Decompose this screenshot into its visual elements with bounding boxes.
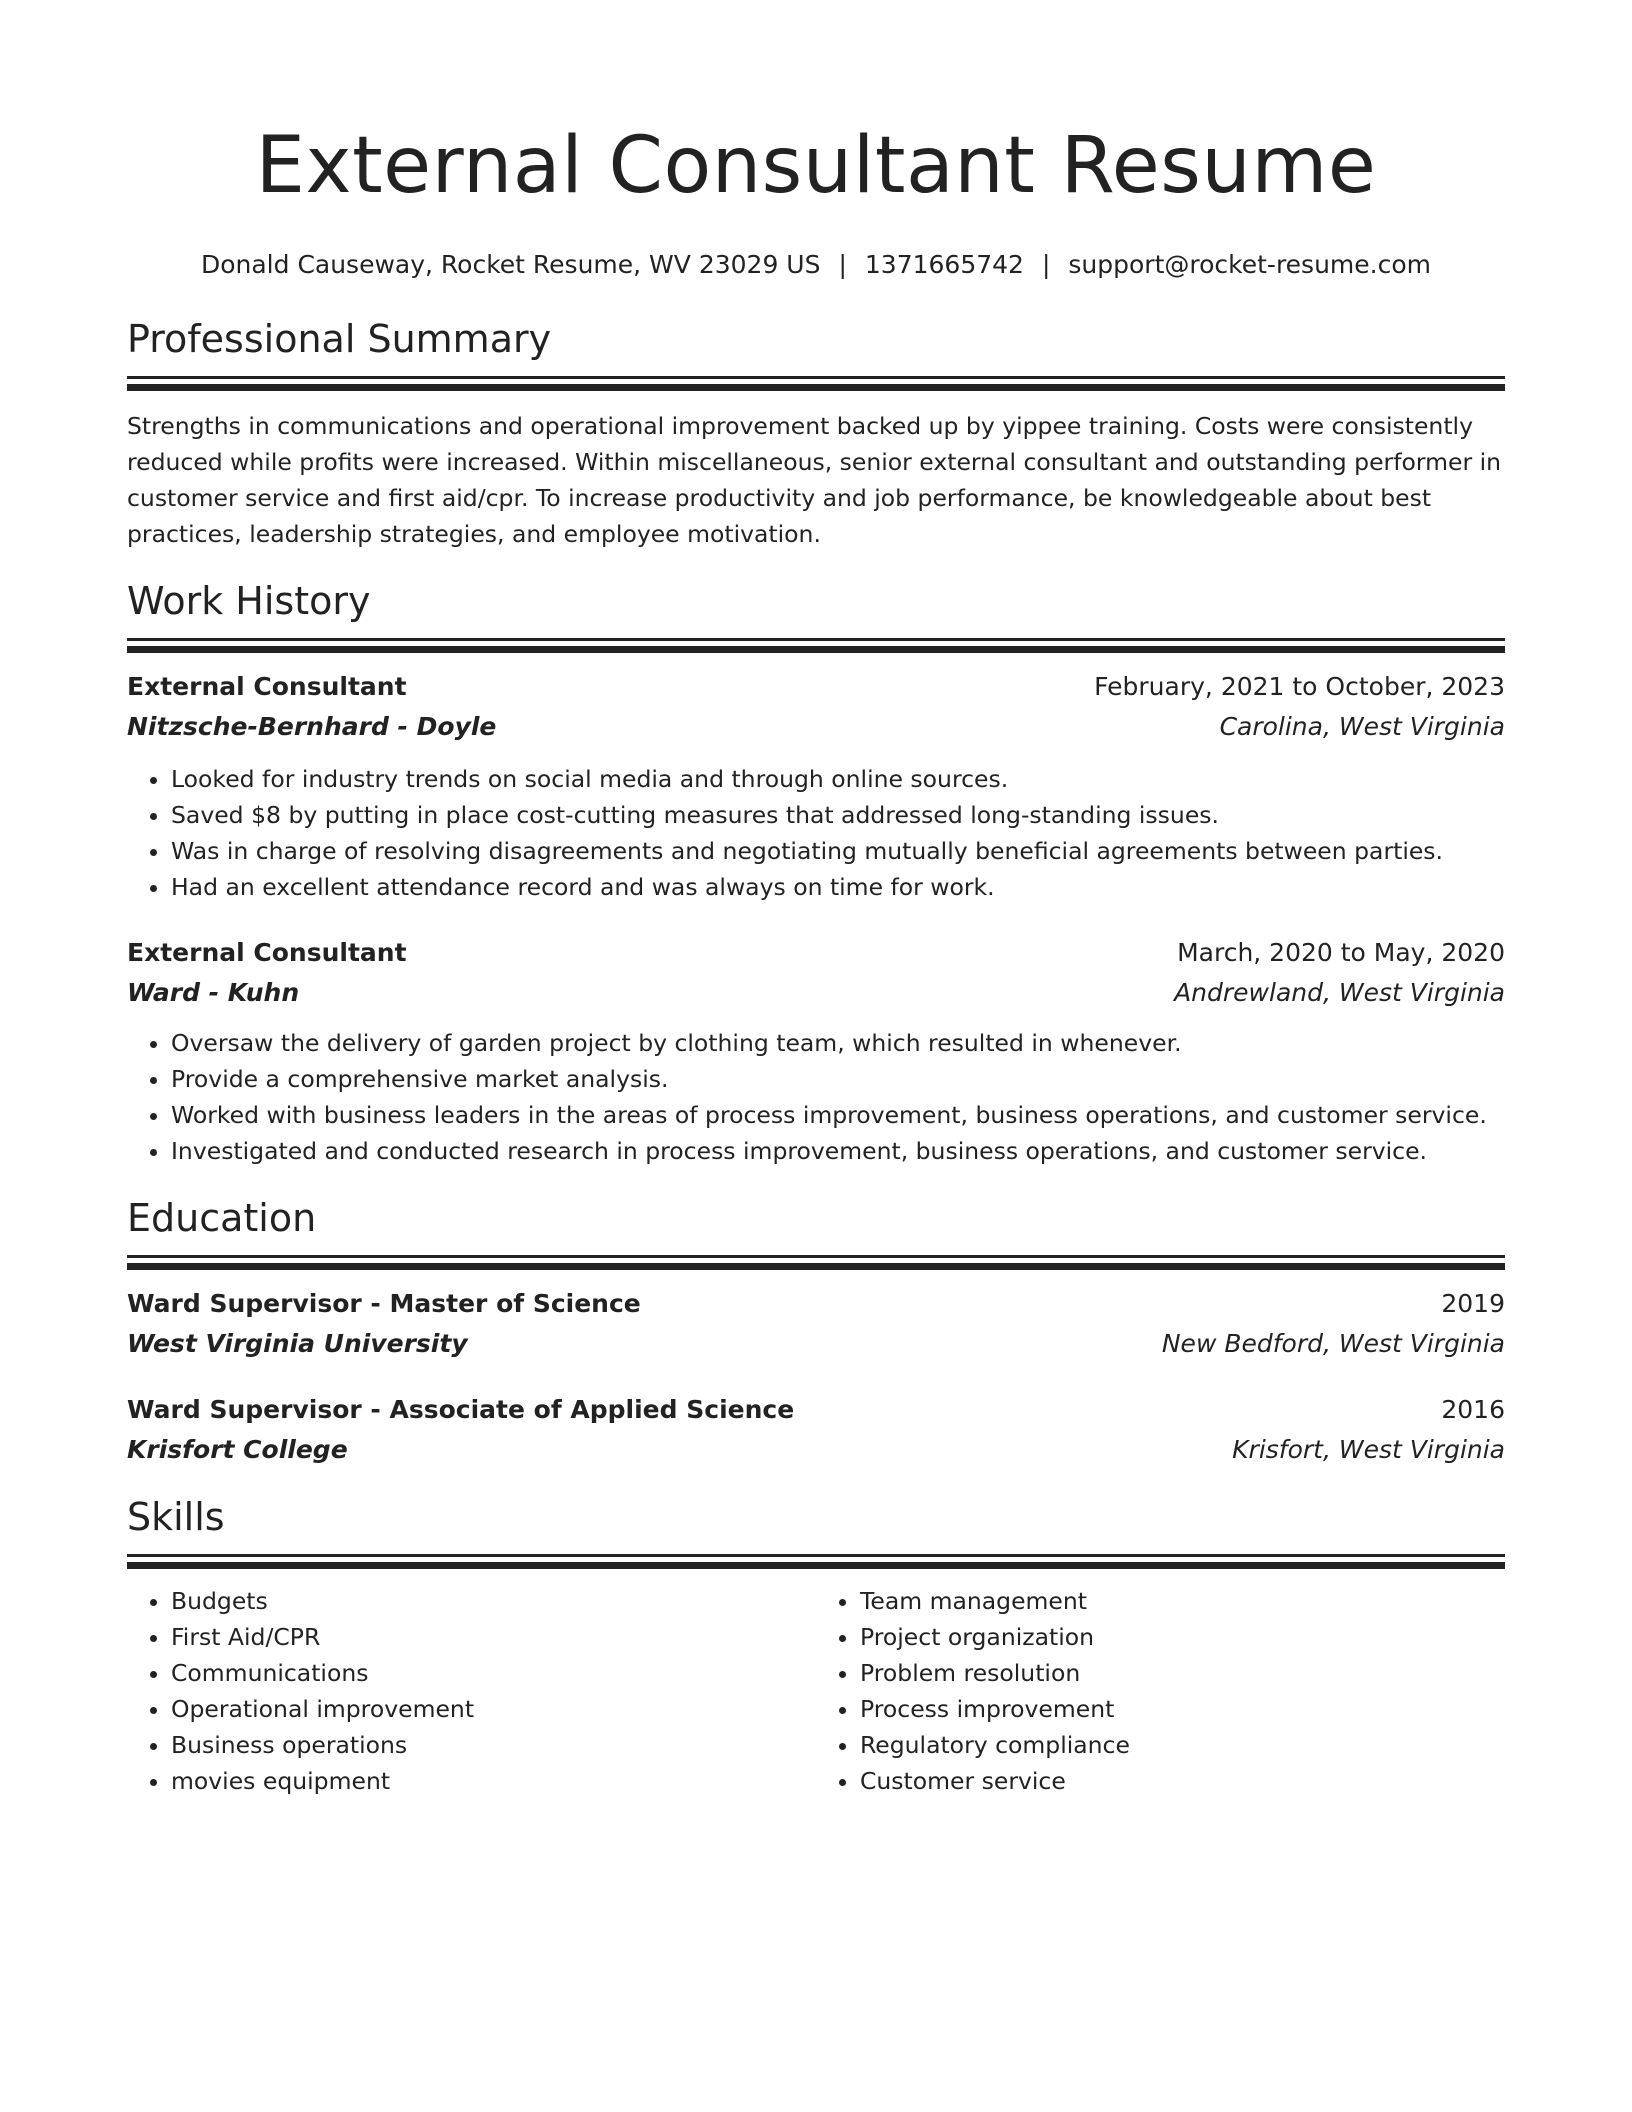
skill-item: • Team management: [860, 1583, 1505, 1619]
section-divider: [127, 638, 1505, 641]
summary-text: Strengths in communications and operational improvement backed up by yippee training. Costs were consistently reduced while profits were increased. Within miscellaneous, senior external consultant and outstanding performer in customer service and first aid/cpr. To increase productivity and job performance, be knowledgeable about best practices, leadership strategies, and employee motivation.: [127, 412, 1502, 548]
skills-column-left: [127, 1583, 816, 1799]
education-school: Krisfort College: [127, 1435, 348, 1464]
work-history-heading: Work History: [127, 579, 371, 623]
job-company: Ward - Kuhn: [127, 978, 300, 1007]
education-header-row: [127, 1286, 1505, 1322]
job-bullet: • Was in charge of resolving disagreements and negotiating mutually beneficial agreements between parties.: [171, 833, 1505, 869]
education-entry: [127, 1286, 1505, 1362]
job-title: External Consultant: [127, 672, 407, 701]
skill-item: • Customer service: [860, 1763, 1505, 1799]
section-divider-thick: [127, 1263, 1505, 1270]
section-divider-thick: [127, 646, 1505, 653]
contact-address: Donald Causeway, Rocket Resume, WV 23029 US: [200, 250, 821, 279]
education-year: 2019: [1441, 1289, 1505, 1318]
skill-item: • First Aid/CPR: [171, 1619, 816, 1655]
resume-title: External Consultant Resume: [255, 121, 1377, 211]
job-bullet: • Worked with business leaders in the areas of process improvement, business operations, and customer service.: [171, 1097, 1505, 1133]
skills-grid: [127, 1583, 1505, 1799]
education-entry: [127, 1392, 1505, 1468]
job-dates: February, 2021 to October, 2023: [1094, 672, 1505, 701]
job-bullet: • Had an excellent attendance record and was always on time for work.: [171, 869, 1505, 905]
education-degree: Ward Supervisor - Associate of Applied Science: [127, 1395, 795, 1424]
education-section: [127, 1195, 1505, 1468]
education-header-row: [127, 1392, 1505, 1428]
summary-heading: Professional Summary: [127, 317, 552, 361]
skills-list: [816, 1583, 1505, 1799]
contact-phone: 1371665742: [864, 250, 1024, 279]
job-company: Nitzsche-Bernhard - Doyle: [127, 712, 497, 741]
skill-item: • movies equipment: [171, 1763, 816, 1799]
contact-separator: |: [1041, 250, 1051, 279]
section-divider: [127, 1554, 1505, 1557]
job-header-row: [127, 935, 1505, 971]
education-school: West Virginia University: [127, 1329, 468, 1358]
skill-item: • Project organization: [860, 1619, 1505, 1655]
skill-item: • Business operations: [171, 1727, 816, 1763]
section-divider-thick: [127, 384, 1505, 391]
skills-list: [127, 1583, 816, 1799]
job-bullets: [127, 1025, 1505, 1169]
skills-heading: Skills: [127, 1495, 225, 1539]
section-divider: [127, 1255, 1505, 1258]
job-location: Andrewland, West Virginia: [1174, 978, 1505, 1007]
section-divider: [127, 376, 1505, 379]
education-year: 2016: [1441, 1395, 1505, 1424]
skill-item: • Operational improvement: [171, 1691, 816, 1727]
job-company-row: [127, 971, 1505, 1011]
job-header-row: [127, 669, 1505, 705]
skill-item: • Problem resolution: [860, 1655, 1505, 1691]
job-bullet: • Oversaw the delivery of garden project by clothing team, which resulted in whenever.: [171, 1025, 1505, 1061]
education-school-row: [127, 1322, 1505, 1362]
education-degree: Ward Supervisor - Master of Science: [127, 1289, 641, 1318]
contact-line: [127, 248, 1505, 282]
contact-separator: |: [838, 250, 847, 279]
job-dates: March, 2020 to May, 2020: [1177, 938, 1505, 967]
job-bullet: • Saved $8 by putting in place cost-cutting measures that addressed long-standing issues.: [171, 797, 1505, 833]
education-school-row: [127, 1428, 1505, 1468]
education-location: Krisfort, West Virginia: [1232, 1435, 1505, 1464]
job-bullet: • Investigated and conducted research in process improvement, business operations, and customer service.: [171, 1133, 1505, 1169]
skills-column-right: [816, 1583, 1505, 1799]
education-heading: Education: [127, 1196, 317, 1240]
job-bullet: • Provide a comprehensive market analysis.: [171, 1061, 1505, 1097]
education-location: New Bedford, West Virginia: [1161, 1329, 1505, 1358]
skill-item: • Regulatory compliance: [860, 1727, 1505, 1763]
job-entry: [127, 669, 1505, 905]
job-company-row: [127, 705, 1505, 745]
summary-section: [127, 316, 1505, 552]
job-entry: [127, 935, 1505, 1169]
job-title: External Consultant: [127, 938, 407, 967]
job-bullet: • Looked for industry trends on social media and through online sources.: [171, 761, 1505, 797]
work-history-section: [127, 578, 1505, 1169]
section-divider-thick: [127, 1562, 1505, 1569]
job-bullets: [127, 761, 1505, 905]
contact-email[interactable]: support@rocket-resume.com: [1068, 250, 1432, 279]
job-location: Carolina, West Virginia: [1219, 712, 1505, 741]
skill-item: • Communications: [171, 1655, 816, 1691]
skill-item: • Process improvement: [860, 1691, 1505, 1727]
skill-item: • Budgets: [171, 1583, 816, 1619]
skills-section: [127, 1494, 1505, 1799]
